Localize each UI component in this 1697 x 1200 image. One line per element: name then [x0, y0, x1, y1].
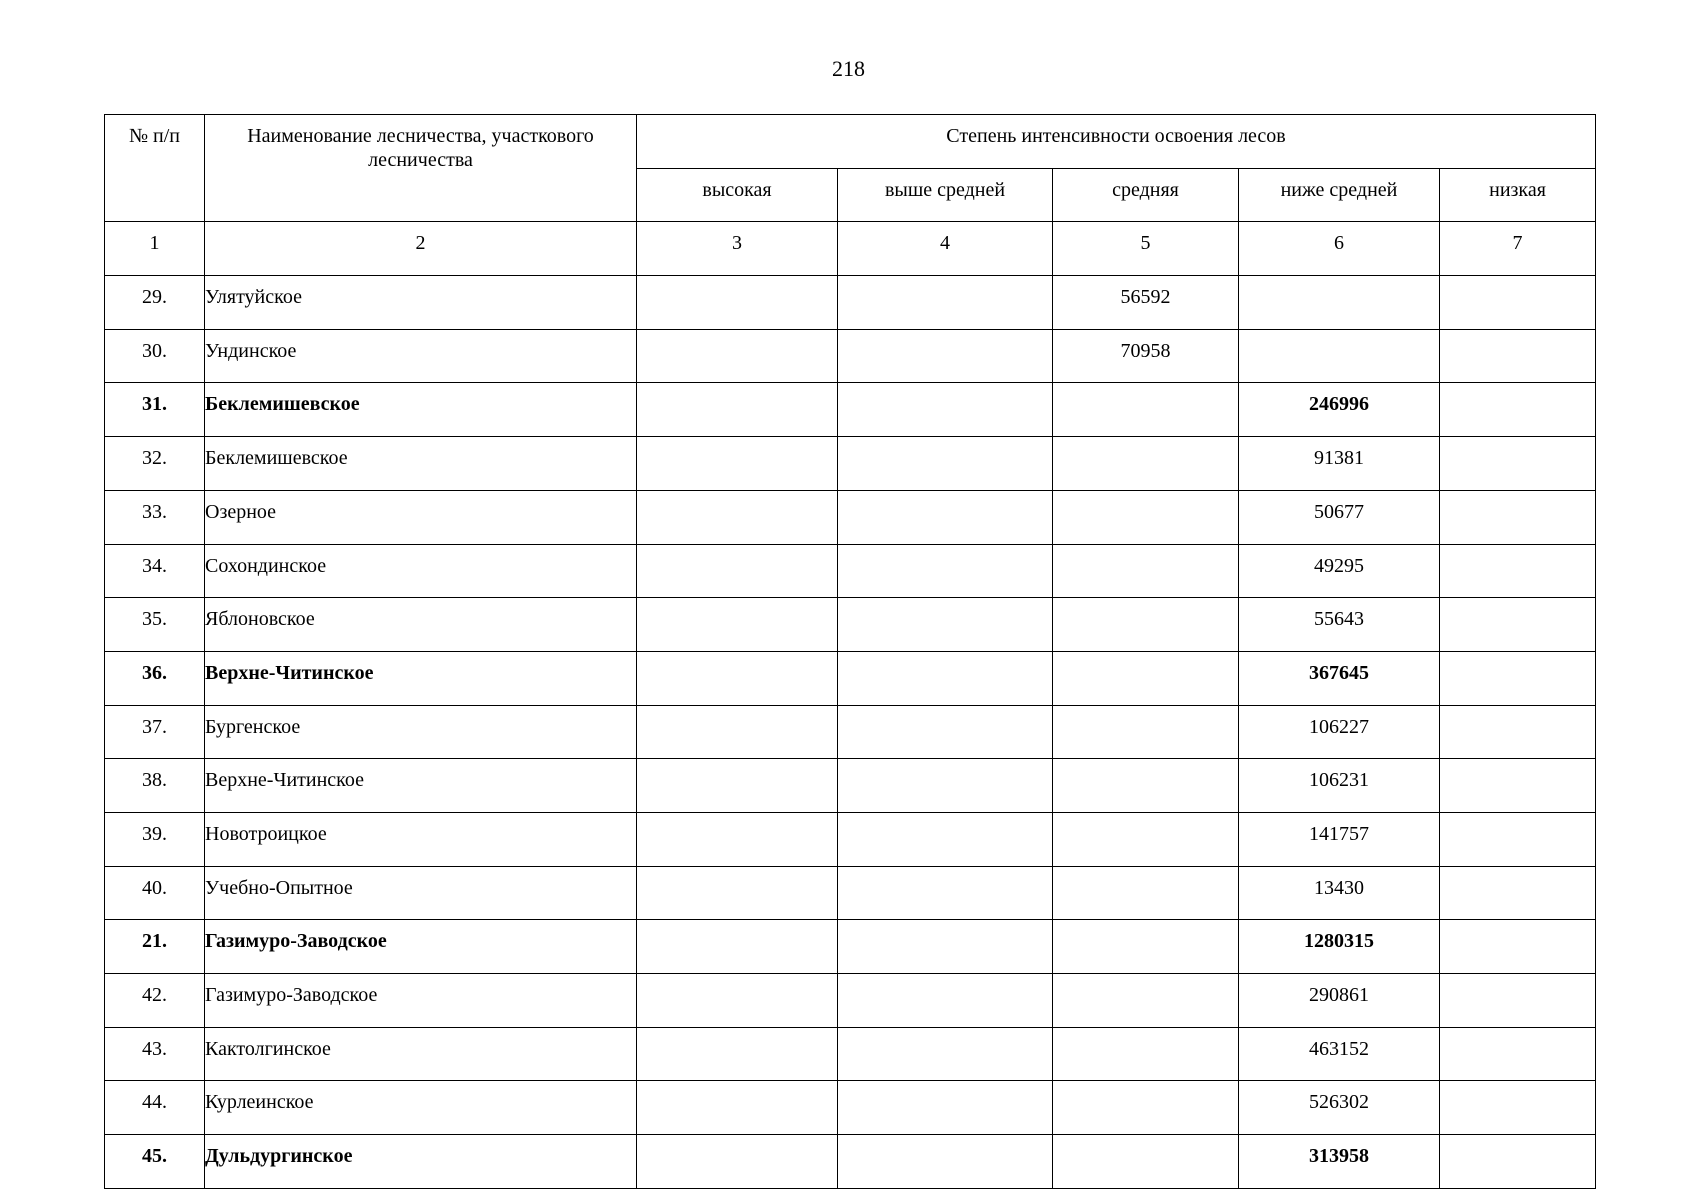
- value-above-average: [838, 812, 1053, 866]
- value-below-average: 141757: [1239, 812, 1440, 866]
- table-row: [105, 866, 1596, 920]
- value-low: [1440, 974, 1596, 1028]
- header-level-low: низкая: [1440, 168, 1596, 222]
- value-low: [1440, 651, 1596, 705]
- row-number: 34.: [105, 544, 205, 598]
- row-number: 21.: [105, 920, 205, 974]
- value-below-average: [1239, 329, 1440, 383]
- table-row: [105, 490, 1596, 544]
- value-below-average: 290861: [1239, 974, 1440, 1028]
- value-high: [637, 490, 838, 544]
- forestry-name: Кактолгинское: [205, 1027, 637, 1081]
- table-row: [105, 920, 1596, 974]
- header-num: № п/п: [105, 115, 205, 222]
- value-above-average: [838, 651, 1053, 705]
- value-low: [1440, 920, 1596, 974]
- col-number-1: 1: [105, 222, 205, 276]
- value-above-average: [838, 974, 1053, 1028]
- value-high: [637, 920, 838, 974]
- header-intensity-group: Степень интенсивности освоения лесов: [637, 115, 1596, 169]
- value-below-average: 246996: [1239, 383, 1440, 437]
- value-below-average: 106227: [1239, 705, 1440, 759]
- value-high: [637, 1135, 838, 1189]
- header-level-below-average: ниже средней: [1239, 168, 1440, 222]
- header-level-average: средняя: [1053, 168, 1239, 222]
- value-average: [1053, 974, 1239, 1028]
- value-high: [637, 1027, 838, 1081]
- row-number: 32.: [105, 437, 205, 491]
- col-number-4: 4: [838, 222, 1053, 276]
- forestry-name: Газимуро-Заводское: [205, 920, 637, 974]
- row-number: 39.: [105, 812, 205, 866]
- value-below-average: [1239, 276, 1440, 330]
- forest-intensity-table: [104, 114, 1596, 1189]
- value-average: [1053, 544, 1239, 598]
- value-average: [1053, 1081, 1239, 1135]
- value-low: [1440, 598, 1596, 652]
- value-above-average: [838, 866, 1053, 920]
- value-below-average: 367645: [1239, 651, 1440, 705]
- col-number-6: 6: [1239, 222, 1440, 276]
- forestry-name: Яблоновское: [205, 598, 637, 652]
- row-number: 40.: [105, 866, 205, 920]
- value-average: [1053, 651, 1239, 705]
- value-low: [1440, 812, 1596, 866]
- value-average: [1053, 920, 1239, 974]
- value-average: [1053, 1135, 1239, 1189]
- table-row: [105, 598, 1596, 652]
- value-high: [637, 812, 838, 866]
- value-low: [1440, 705, 1596, 759]
- row-number: 30.: [105, 329, 205, 383]
- value-high: [637, 276, 838, 330]
- row-number: 42.: [105, 974, 205, 1028]
- row-number: 43.: [105, 1027, 205, 1081]
- col-number-3: 3: [637, 222, 838, 276]
- table-row: [105, 759, 1596, 813]
- value-below-average: 91381: [1239, 437, 1440, 491]
- value-average: [1053, 437, 1239, 491]
- table-row: [105, 276, 1596, 330]
- forestry-name: Озерное: [205, 490, 637, 544]
- value-high: [637, 544, 838, 598]
- value-above-average: [838, 544, 1053, 598]
- value-below-average: 49295: [1239, 544, 1440, 598]
- value-above-average: [838, 276, 1053, 330]
- value-low: [1440, 383, 1596, 437]
- forestry-name: Газимуро-Заводское: [205, 974, 637, 1028]
- forestry-name: Ундинское: [205, 329, 637, 383]
- table-row: [105, 812, 1596, 866]
- value-average: [1053, 598, 1239, 652]
- value-below-average: 1280315: [1239, 920, 1440, 974]
- table-row: [105, 974, 1596, 1028]
- value-average: 56592: [1053, 276, 1239, 330]
- value-below-average: 50677: [1239, 490, 1440, 544]
- forestry-name: Бургенское: [205, 705, 637, 759]
- value-low: [1440, 866, 1596, 920]
- value-above-average: [838, 705, 1053, 759]
- value-average: [1053, 866, 1239, 920]
- forestry-name: Курлеинское: [205, 1081, 637, 1135]
- row-number: 36.: [105, 651, 205, 705]
- value-low: [1440, 329, 1596, 383]
- page-number: 218: [832, 56, 865, 81]
- table-body: [105, 276, 1596, 1189]
- header-level-high: высокая: [637, 168, 838, 222]
- row-number: 44.: [105, 1081, 205, 1135]
- table-row: [105, 383, 1596, 437]
- forestry-name: Улятуйское: [205, 276, 637, 330]
- value-below-average: 526302: [1239, 1081, 1440, 1135]
- value-low: [1440, 490, 1596, 544]
- value-average: [1053, 812, 1239, 866]
- row-number: 29.: [105, 276, 205, 330]
- value-above-average: [838, 1081, 1053, 1135]
- value-high: [637, 974, 838, 1028]
- row-number: 37.: [105, 705, 205, 759]
- value-below-average: 313958: [1239, 1135, 1440, 1189]
- table-row: [105, 544, 1596, 598]
- value-above-average: [838, 490, 1053, 544]
- row-number: 45.: [105, 1135, 205, 1189]
- value-average: [1053, 383, 1239, 437]
- col-number-5: 5: [1053, 222, 1239, 276]
- header-row-top: [105, 115, 1596, 169]
- header-name: Наименование лесничества, участкового лесничества: [205, 115, 637, 222]
- value-high: [637, 705, 838, 759]
- value-average: 70958: [1053, 329, 1239, 383]
- table-row: [105, 437, 1596, 491]
- forestry-name: Верхне-Читинское: [205, 651, 637, 705]
- col-number-2: 2: [205, 222, 637, 276]
- table-row: [105, 705, 1596, 759]
- forestry-name: Дульдургинское: [205, 1135, 637, 1189]
- table-row: [105, 329, 1596, 383]
- value-above-average: [838, 1135, 1053, 1189]
- value-high: [637, 866, 838, 920]
- table-row: [105, 651, 1596, 705]
- value-above-average: [838, 329, 1053, 383]
- value-average: [1053, 1027, 1239, 1081]
- value-below-average: 463152: [1239, 1027, 1440, 1081]
- row-number: 33.: [105, 490, 205, 544]
- row-number: 38.: [105, 759, 205, 813]
- table-row: [105, 1135, 1596, 1189]
- value-above-average: [838, 1027, 1053, 1081]
- value-low: [1440, 544, 1596, 598]
- value-high: [637, 1081, 838, 1135]
- col-number-7: 7: [1440, 222, 1596, 276]
- header-row-column-numbers: [105, 222, 1596, 276]
- table-row: [105, 1027, 1596, 1081]
- value-average: [1053, 759, 1239, 813]
- value-low: [1440, 276, 1596, 330]
- row-number: 35.: [105, 598, 205, 652]
- value-average: [1053, 490, 1239, 544]
- value-low: [1440, 1135, 1596, 1189]
- value-below-average: 106231: [1239, 759, 1440, 813]
- value-below-average: 13430: [1239, 866, 1440, 920]
- value-above-average: [838, 598, 1053, 652]
- value-low: [1440, 759, 1596, 813]
- value-high: [637, 598, 838, 652]
- value-above-average: [838, 759, 1053, 813]
- forestry-name: Беклемишевское: [205, 437, 637, 491]
- value-above-average: [838, 383, 1053, 437]
- header-level-above-average: выше средней: [838, 168, 1053, 222]
- value-average: [1053, 705, 1239, 759]
- value-high: [637, 759, 838, 813]
- value-above-average: [838, 920, 1053, 974]
- forestry-name: Верхне-Читинское: [205, 759, 637, 813]
- table-row: [105, 1081, 1596, 1135]
- value-low: [1440, 437, 1596, 491]
- value-high: [637, 651, 838, 705]
- value-below-average: 55643: [1239, 598, 1440, 652]
- forestry-name: Учебно-Опытное: [205, 866, 637, 920]
- value-above-average: [838, 437, 1053, 491]
- forestry-name: Беклемишевское: [205, 383, 637, 437]
- forestry-name: Новотроицкое: [205, 812, 637, 866]
- row-number: 31.: [105, 383, 205, 437]
- value-high: [637, 329, 838, 383]
- value-high: [637, 383, 838, 437]
- forestry-name: Сохондинское: [205, 544, 637, 598]
- value-low: [1440, 1081, 1596, 1135]
- value-high: [637, 437, 838, 491]
- value-low: [1440, 1027, 1596, 1081]
